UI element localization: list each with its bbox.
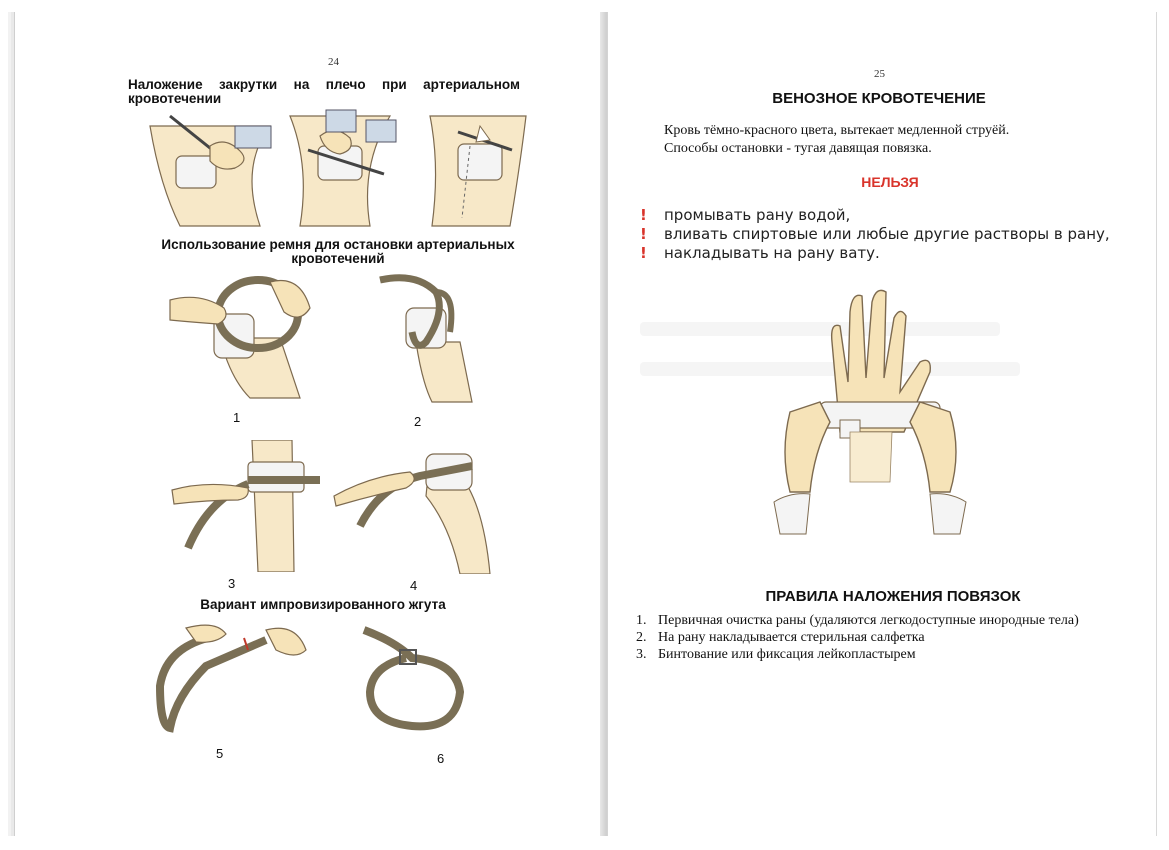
paragraph-line-1: Кровь тёмно-красного цвета, вытекает медленной струёй. [664, 123, 1010, 138]
forbidden-item [640, 225, 1110, 244]
warning-exclamation-icon: ! [640, 206, 647, 224]
hand-bandage-illustration [770, 282, 970, 538]
rule-item [636, 646, 1106, 663]
forbidden-item [640, 244, 1110, 263]
rule-item [636, 629, 1106, 646]
title-venous-bleeding: ВЕНОЗНОЕ КРОВОТЕЧЕНИЕ [772, 90, 986, 107]
left-page-number: 24 [328, 56, 339, 68]
figure-label-4: 4 [410, 578, 418, 593]
figure-label-6: 6 [437, 751, 445, 766]
figure-label-1: 1 [233, 410, 241, 425]
rule-number: 1. [636, 613, 647, 628]
tourniquet-step-1-illustration [150, 116, 271, 226]
warning-exclamation-icon: ! [640, 225, 647, 243]
title-bandage-rules: ПРАВИЛА НАЛОЖЕНИЯ ПОВЯЗОК [765, 588, 1021, 605]
forbidden-item [640, 206, 1110, 225]
figure-label-5: 5 [216, 746, 224, 761]
belt-step-4-illustration [330, 446, 510, 574]
tourniquet-step-3-illustration [430, 116, 526, 226]
rule-number: 3. [636, 647, 647, 662]
tourniquet-step-2-illustration [290, 110, 396, 226]
rule-text: Бинтование или фиксация лейкопластырем [658, 647, 916, 662]
caption-tourniquet: Наложение закрутки на плечо при артериальном кровотечении [128, 77, 520, 106]
belt-step-3-illustration [168, 440, 338, 572]
forbidden-item-text: промывать рану водой, [664, 206, 851, 224]
figure-label-2: 2 [414, 414, 422, 429]
belt-step-2-illustration [376, 272, 486, 404]
caption-belt: Использование ремня для остановки артериальных кровотечений [161, 237, 515, 266]
bandage-rules-list [636, 612, 1106, 663]
paragraph-line-2: Способы остановки - тугая давящая повязка. [664, 141, 932, 156]
improvised-step-5-illustration [146, 616, 316, 734]
rule-item [636, 612, 1106, 629]
forbidden-item-text: накладывать на рану вату. [664, 244, 880, 262]
rule-text: На рану накладывается стерильная салфетка [658, 630, 925, 645]
caption-improvised: Вариант импровизированного жгута [200, 597, 446, 612]
forbidden-title: НЕЛЬЗЯ [861, 174, 919, 190]
tourniquet-illustration [140, 106, 532, 234]
rule-number: 2. [636, 630, 647, 645]
forbidden-list [640, 206, 1110, 263]
belt-step-1-illustration [160, 268, 320, 400]
right-page-number: 25 [874, 68, 885, 80]
rule-text: Первичная очистка раны (удаляются легкодоступные инородные тела) [658, 613, 1079, 628]
warning-exclamation-icon: ! [640, 244, 647, 262]
improvised-step-6-illustration [356, 622, 472, 736]
figure-label-3: 3 [228, 576, 236, 591]
forbidden-item-text: вливать спиртовые или любые другие растворы в рану, [664, 225, 1110, 243]
